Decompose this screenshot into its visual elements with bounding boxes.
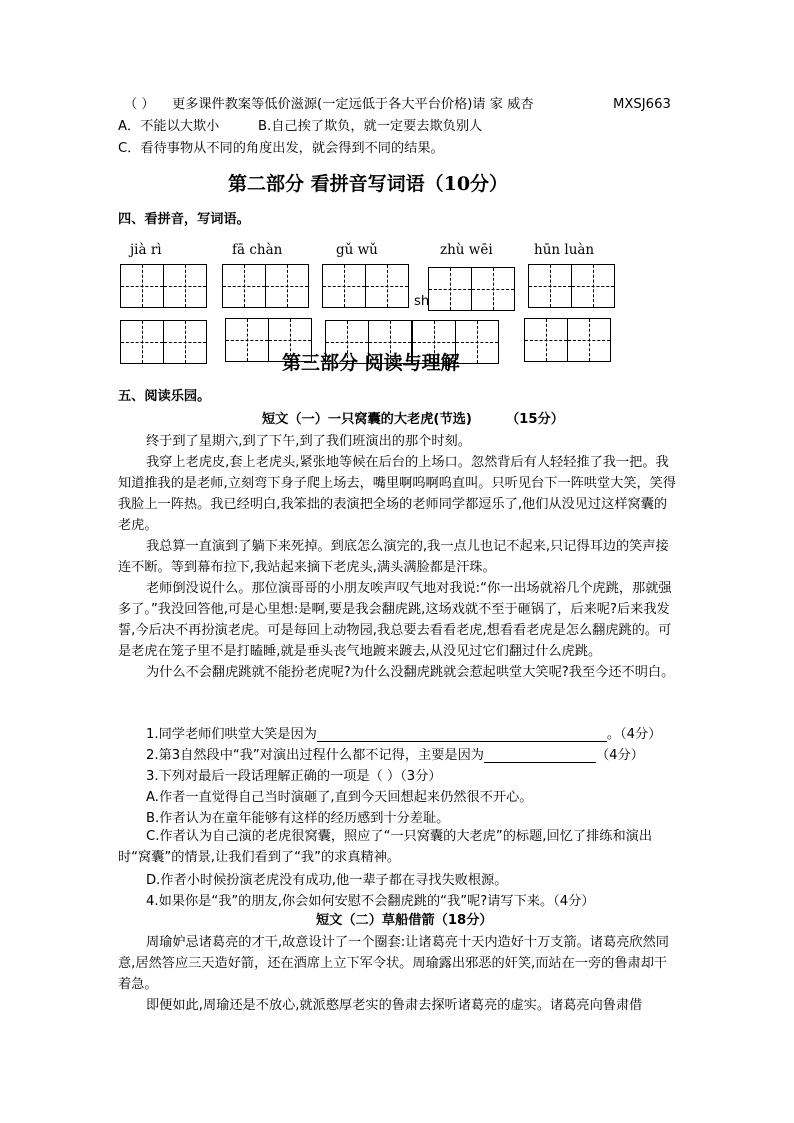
paragraph: 我穿上老虎皮,套上老虎头,紧张地等候在后台的上场口。忽然背后有人轻轻推了我一把。我知道推我的是老师,立刻弯下身子爬上场去，嘴里啊呜啊呜直叫。只听见台下一阵哄堂大笑，笑得我脸上一阵热。我已经明白,我笨拙的表演把全场的老师同学都逗乐了,他们从没见过这样窝囊的老虎。 <box>118 455 677 533</box>
question-1-score: 。（4分） <box>606 727 662 742</box>
answer-line-1[interactable] <box>317 727 607 742</box>
paragraph: 为什么不会翻虎跳就不能扮老虎呢?为什么没翻虎跳就会惹起哄堂大笑呢?我至今还不明白。 <box>146 665 675 680</box>
paragraph: 我总算一直演到了躺下来死掉。到底怎么演完的,我一点儿也记不起来,只记得耳边的笑声接连不断。等到幕布拉下,我站起来摘下老虎头,满头满脸都是汗珠。 <box>118 539 669 575</box>
q5-title: 五、阅读乐园。 <box>118 389 211 404</box>
writing-grid-8[interactable] <box>325 320 412 364</box>
question-4: 4.如果你是“我”的朋友,你会如何安慰不会翻虎跳的“我”呢?请写下来。（4分） <box>146 894 595 909</box>
answer-paren: （ ） <box>124 97 155 112</box>
part2-title: 第二部分 看拼音写词语（10分） <box>228 173 509 195</box>
pinyin-3: gǔ wǔ <box>336 242 378 258</box>
paragraph: 周瑜妒忌诸葛亮的才干,故意设计了一个圈套:让诸葛亮十天内造好十万支箭。诸葛亮欣然同意,居然答应三天造好箭，还在酒席上立下军令状。周瑜露出邪恶的奸笑,而站在一旁的鲁肃却干着急。 <box>118 935 669 992</box>
pinyin-4: zhù wēi <box>440 242 493 258</box>
writing-grid-1[interactable] <box>120 264 207 308</box>
question-2-score: （4分） <box>595 748 644 763</box>
stray-pinyin: sh <box>414 294 430 309</box>
pinyin-2: fā chàn <box>232 242 283 258</box>
question-3-option-a: A.作者一直觉得自己当时演砸了,直到今天回想起来仍然很不开心。 <box>146 790 533 805</box>
passage2-title: 短文（二）草船借箭（18分） <box>316 913 493 928</box>
passage1-title: 短文（一）一只窝囊的大老虎(节选) <box>262 412 472 427</box>
question-3-option-c <box>118 826 678 868</box>
passage2-body <box>118 932 678 1016</box>
option-b: B.自己挨了欺负，就一定要去欺负别人 <box>258 119 483 134</box>
paragraph: 即便如此,周瑜还是不放心,就派憨厚老实的鲁肃去探听诸葛亮的虚实。诸葛亮向鲁肃借 <box>146 998 643 1013</box>
writing-grid-10[interactable] <box>524 318 611 362</box>
pinyin-5: hūn luàn <box>534 242 595 258</box>
option-c-text: C.作者认为自己演的老虎很窝囊，照应了“一只窝囊的大老虎”的标题,回忆了排练和演出时“窝囊”的情景,让我们看到了“我”的求真精神。 <box>118 829 653 865</box>
pinyin-1: jià rì <box>130 242 162 258</box>
writing-grid-9[interactable] <box>412 320 499 364</box>
question-2 <box>146 744 644 763</box>
doc-code: MXSJ663 <box>613 97 671 112</box>
answer-line-2[interactable] <box>484 748 596 763</box>
writing-grid-6[interactable] <box>120 320 207 364</box>
writing-grid-7[interactable] <box>225 318 312 362</box>
question-3-option-d: D.作者小时候扮演老虎没有成功,他一辈子都在寻找失败根源。 <box>146 873 508 888</box>
writing-grid-3[interactable] <box>322 264 409 308</box>
question-3-option-b: B.作者认为在童年能够有这样的经历感到十分差耻。 <box>146 811 450 826</box>
question-1 <box>146 723 661 742</box>
writing-grid-4[interactable] <box>428 267 515 311</box>
question-2-text: 2.第3自然段中“我”对演出过程什么都不记得，主要是因为 <box>146 748 484 763</box>
passage1-body <box>118 431 678 683</box>
ad-text: 更多课件教案等低价滋源(一定远低于各大平台价格)请 家 威杏 <box>172 97 534 112</box>
paragraph: 老师倒没说什么。那位演哥哥的小朋友唉声叹气地对我说:“你一出场就裕几个虎跳，那就强多了。”我没回答他,可是心里想:是啊,要是我会翻虎跳,这场戏就不至于砸锅了，后来呢?后来我发誓,今后决不再扮演老虎。可是每回上动物园,我总要去看看老虎,想看看老虎是怎么翻虎跳的。可是老虎在笼子里不是打瞌睡,就是垂头丧气地踱来踱去,从没见过它们翻过什么虎跳。 <box>118 581 672 659</box>
option-c: C．看待事物从不同的角度出发，就会得到不同的结果。 <box>118 141 444 156</box>
q4-title: 四、看拼音，写词语。 <box>118 212 250 227</box>
option-a: A．不能以大欺小 <box>118 119 220 134</box>
question-3: 3.下列对最后一段话理解正确的一项是（ ）（3分） <box>146 769 442 784</box>
question-1-text: 1.同学老师们哄堂大笑是因为 <box>146 727 317 742</box>
paragraph: 终于到了星期六,到了下午,到了我们班演出的那个时刻。 <box>146 434 471 449</box>
part3-title-overlapped: 第三部分 阅读与理解 <box>282 352 460 374</box>
writing-grid-5[interactable] <box>528 264 615 308</box>
passage1-score: （15分） <box>506 412 564 427</box>
writing-grid-2[interactable] <box>222 264 309 308</box>
